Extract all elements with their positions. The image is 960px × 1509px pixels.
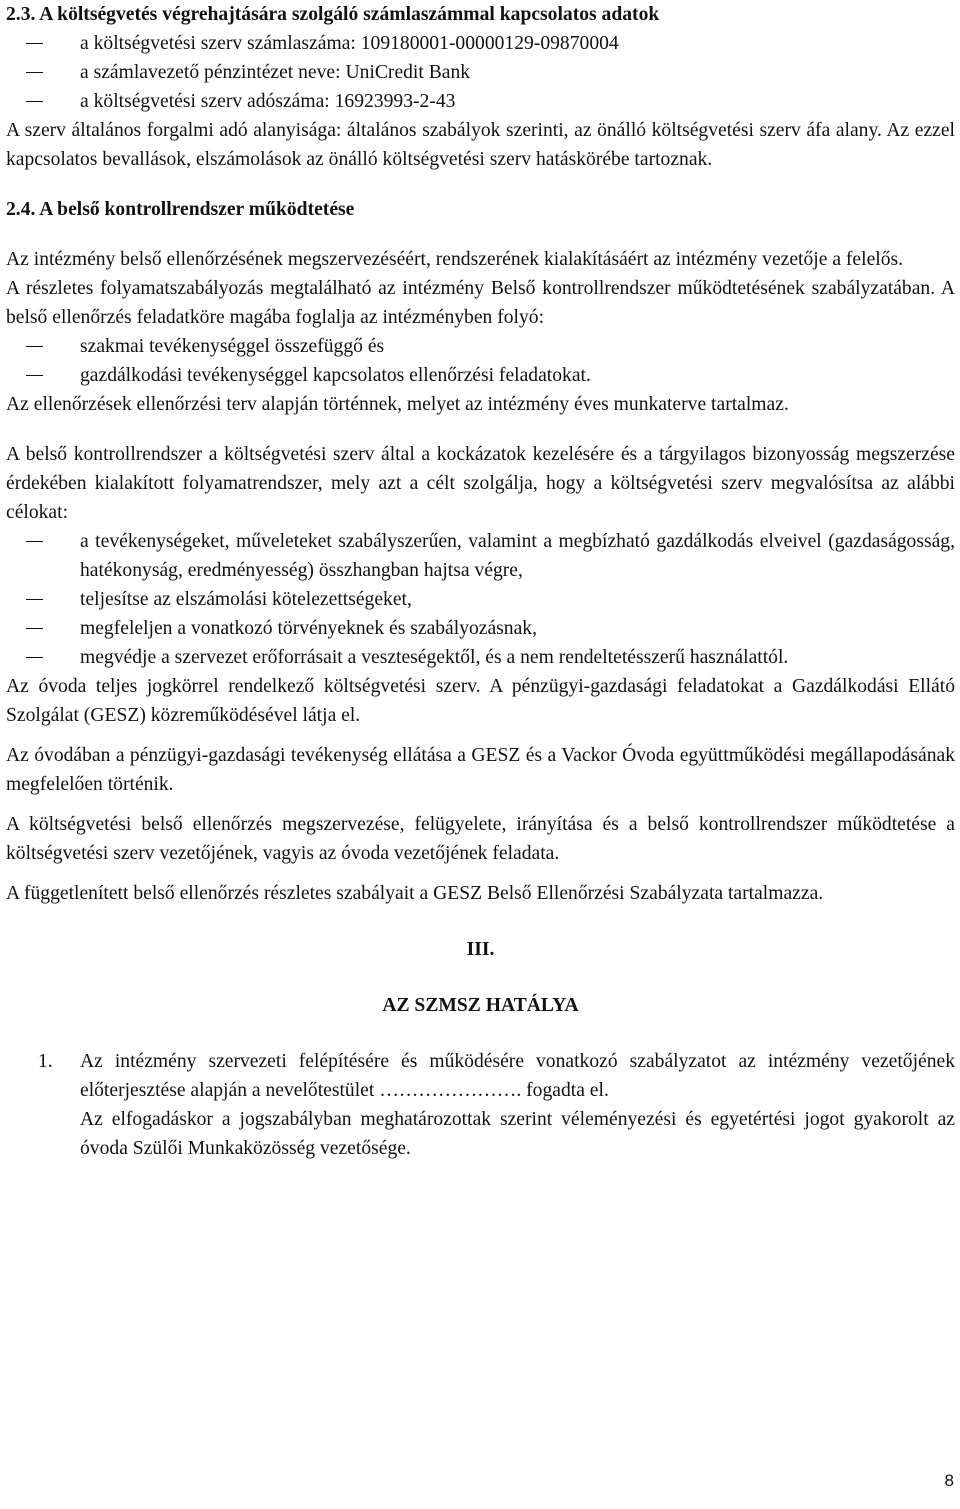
numbered-list [6, 1047, 955, 1163]
list-item-text: gazdálkodási tevékenységgel kapcsolatos ellenőrzési feladatokat. [80, 365, 591, 386]
paragraph: A részletes folyamatszabályozás megtalálható az intézmény Belső kontrollrendszer működtetésének szabályzatában. A belső ellenőrzés feladatköre magába foglalja az intézményben folyó: [6, 278, 955, 328]
chapter-number: III. [466, 939, 495, 960]
dash-bullet-icon [26, 599, 43, 600]
goals-list [6, 527, 955, 672]
dash-bullet-icon [26, 101, 43, 102]
section-2-4-heading: 2.4. A belső kontrollrendszer működtetése [6, 199, 355, 220]
item-text: Az elfogadáskor a jogszabályban meghatározottak szerint véleményezési és egyetértési jogot gyakorolt az óvoda Szülői Munkaközösség vezetősége. [80, 1109, 955, 1159]
list-item-text: megvédje a szervezet erőforrásait a veszteségektől, és a nem rendeltetésszerű használattól. [80, 647, 789, 668]
list-item-text: megfeleljen a vonatkozó törvényeknek és szabályozásnak, [80, 618, 537, 639]
list-item [6, 29, 955, 58]
dash-bullet-icon [26, 375, 43, 376]
list-item-text: a költségvetési szerv számlaszáma: 109180001-00000129-09870004 [80, 33, 619, 54]
list-item [6, 614, 955, 643]
list-item [6, 332, 955, 361]
numbered-item [6, 1047, 955, 1163]
paragraph: A belső kontrollrendszer a költségvetési szerv által a kockázatok kezelésére és a tárgyilagos bizonyosság megszerzése érdekében kialakított folyamatrendszer, mely azt a célt szolgálja, hogy a költségvetési szerv megvalósítsa az alábbi célokat: [6, 444, 955, 523]
dash-bullet-icon [26, 628, 43, 629]
account-data-list [6, 29, 955, 116]
list-item-text: szakmai tevékenységgel összefüggő és [80, 336, 385, 357]
section-2-3-heading: 2.3. A költségvetés végrehajtására szolgáló számlaszámmal kapcsolatos adatok [6, 4, 660, 25]
list-item-text: a számlavezető pénzintézet neve: UniCredit Bank [80, 62, 471, 83]
list-item [6, 643, 955, 672]
paragraph: A függetlenített belső ellenőrzés részletes szabályait a GESZ Belső Ellenőrzési Szabályzata tartalmazza. [6, 883, 824, 904]
dash-bullet-icon [26, 541, 43, 542]
paragraph: Az intézmény belső ellenőrzésének megszervezéséért, rendszerének kialakításáért az intézmény vezetője a felelős. [6, 249, 904, 270]
dash-bullet-icon [26, 346, 43, 347]
list-item [6, 527, 955, 585]
dash-bullet-icon [26, 43, 43, 44]
page-number: 8 [944, 1471, 954, 1490]
list-item-text: a tevékenységeket, műveleteket szabályszerűen, valamint a megbízható gazdálkodás elveivel (gazdaságosság, hatékonyság, eredményesség) összhangban hajtsa végre, [80, 531, 955, 581]
list-item [6, 58, 955, 87]
control-scope-list [6, 332, 955, 390]
list-item [6, 361, 955, 390]
paragraph: Az óvodában a pénzügyi-gazdasági tevékenység ellátása a GESZ és a Vackor Óvoda együttműködési megállapodásának megfelelően történik. [6, 745, 955, 795]
list-item-text: teljesítse az elszámolási kötelezettségeket, [80, 589, 412, 610]
paragraph: A költségvetési belső ellenőrzés megszervezése, felügyelete, irányítása és a belső kontrollrendszer működtetése a költségvetési szerv vezetőjének, vagyis az óvoda vezetőjének feladata. [6, 814, 955, 864]
dash-bullet-icon [26, 72, 43, 73]
vat-paragraph: A szerv általános forgalmi adó alanyisága: általános szabályok szerinti, az önálló költségvetési szerv áfa alany. Az ezzel kapcsolatos bevallások, elszámolások az önálló költségvetési szerv hatáskörébe tartoznak. [6, 120, 955, 170]
paragraph: Az óvoda teljes jogkörrel rendelkező költségvetési szerv. A pénzügyi-gazdasági feladatokat a Gazdálkodási Ellátó Szolgálat (GESZ) közreműködésével látja el. [6, 676, 955, 726]
item-text: Az intézmény szervezeti felépítésére és működésére vonatkozó szabályzatot az intézmény vezetőjének előterjesztése alapján a nevelőtestület …………………. fogadta el. [80, 1051, 955, 1101]
list-item [6, 585, 955, 614]
dash-bullet-icon [26, 657, 43, 658]
list-item-text: a költségvetési szerv adószáma: 16923993-2-43 [80, 91, 456, 112]
paragraph: Az ellenőrzések ellenőrzési terv alapján történnek, melyet az intézmény éves munkaterve tartalmaz. [6, 394, 789, 415]
list-item [6, 87, 955, 116]
document-page [6, 0, 955, 1163]
item-number: 1. [38, 1051, 53, 1072]
chapter-title: AZ SZMSZ HATÁLYA [382, 995, 579, 1016]
